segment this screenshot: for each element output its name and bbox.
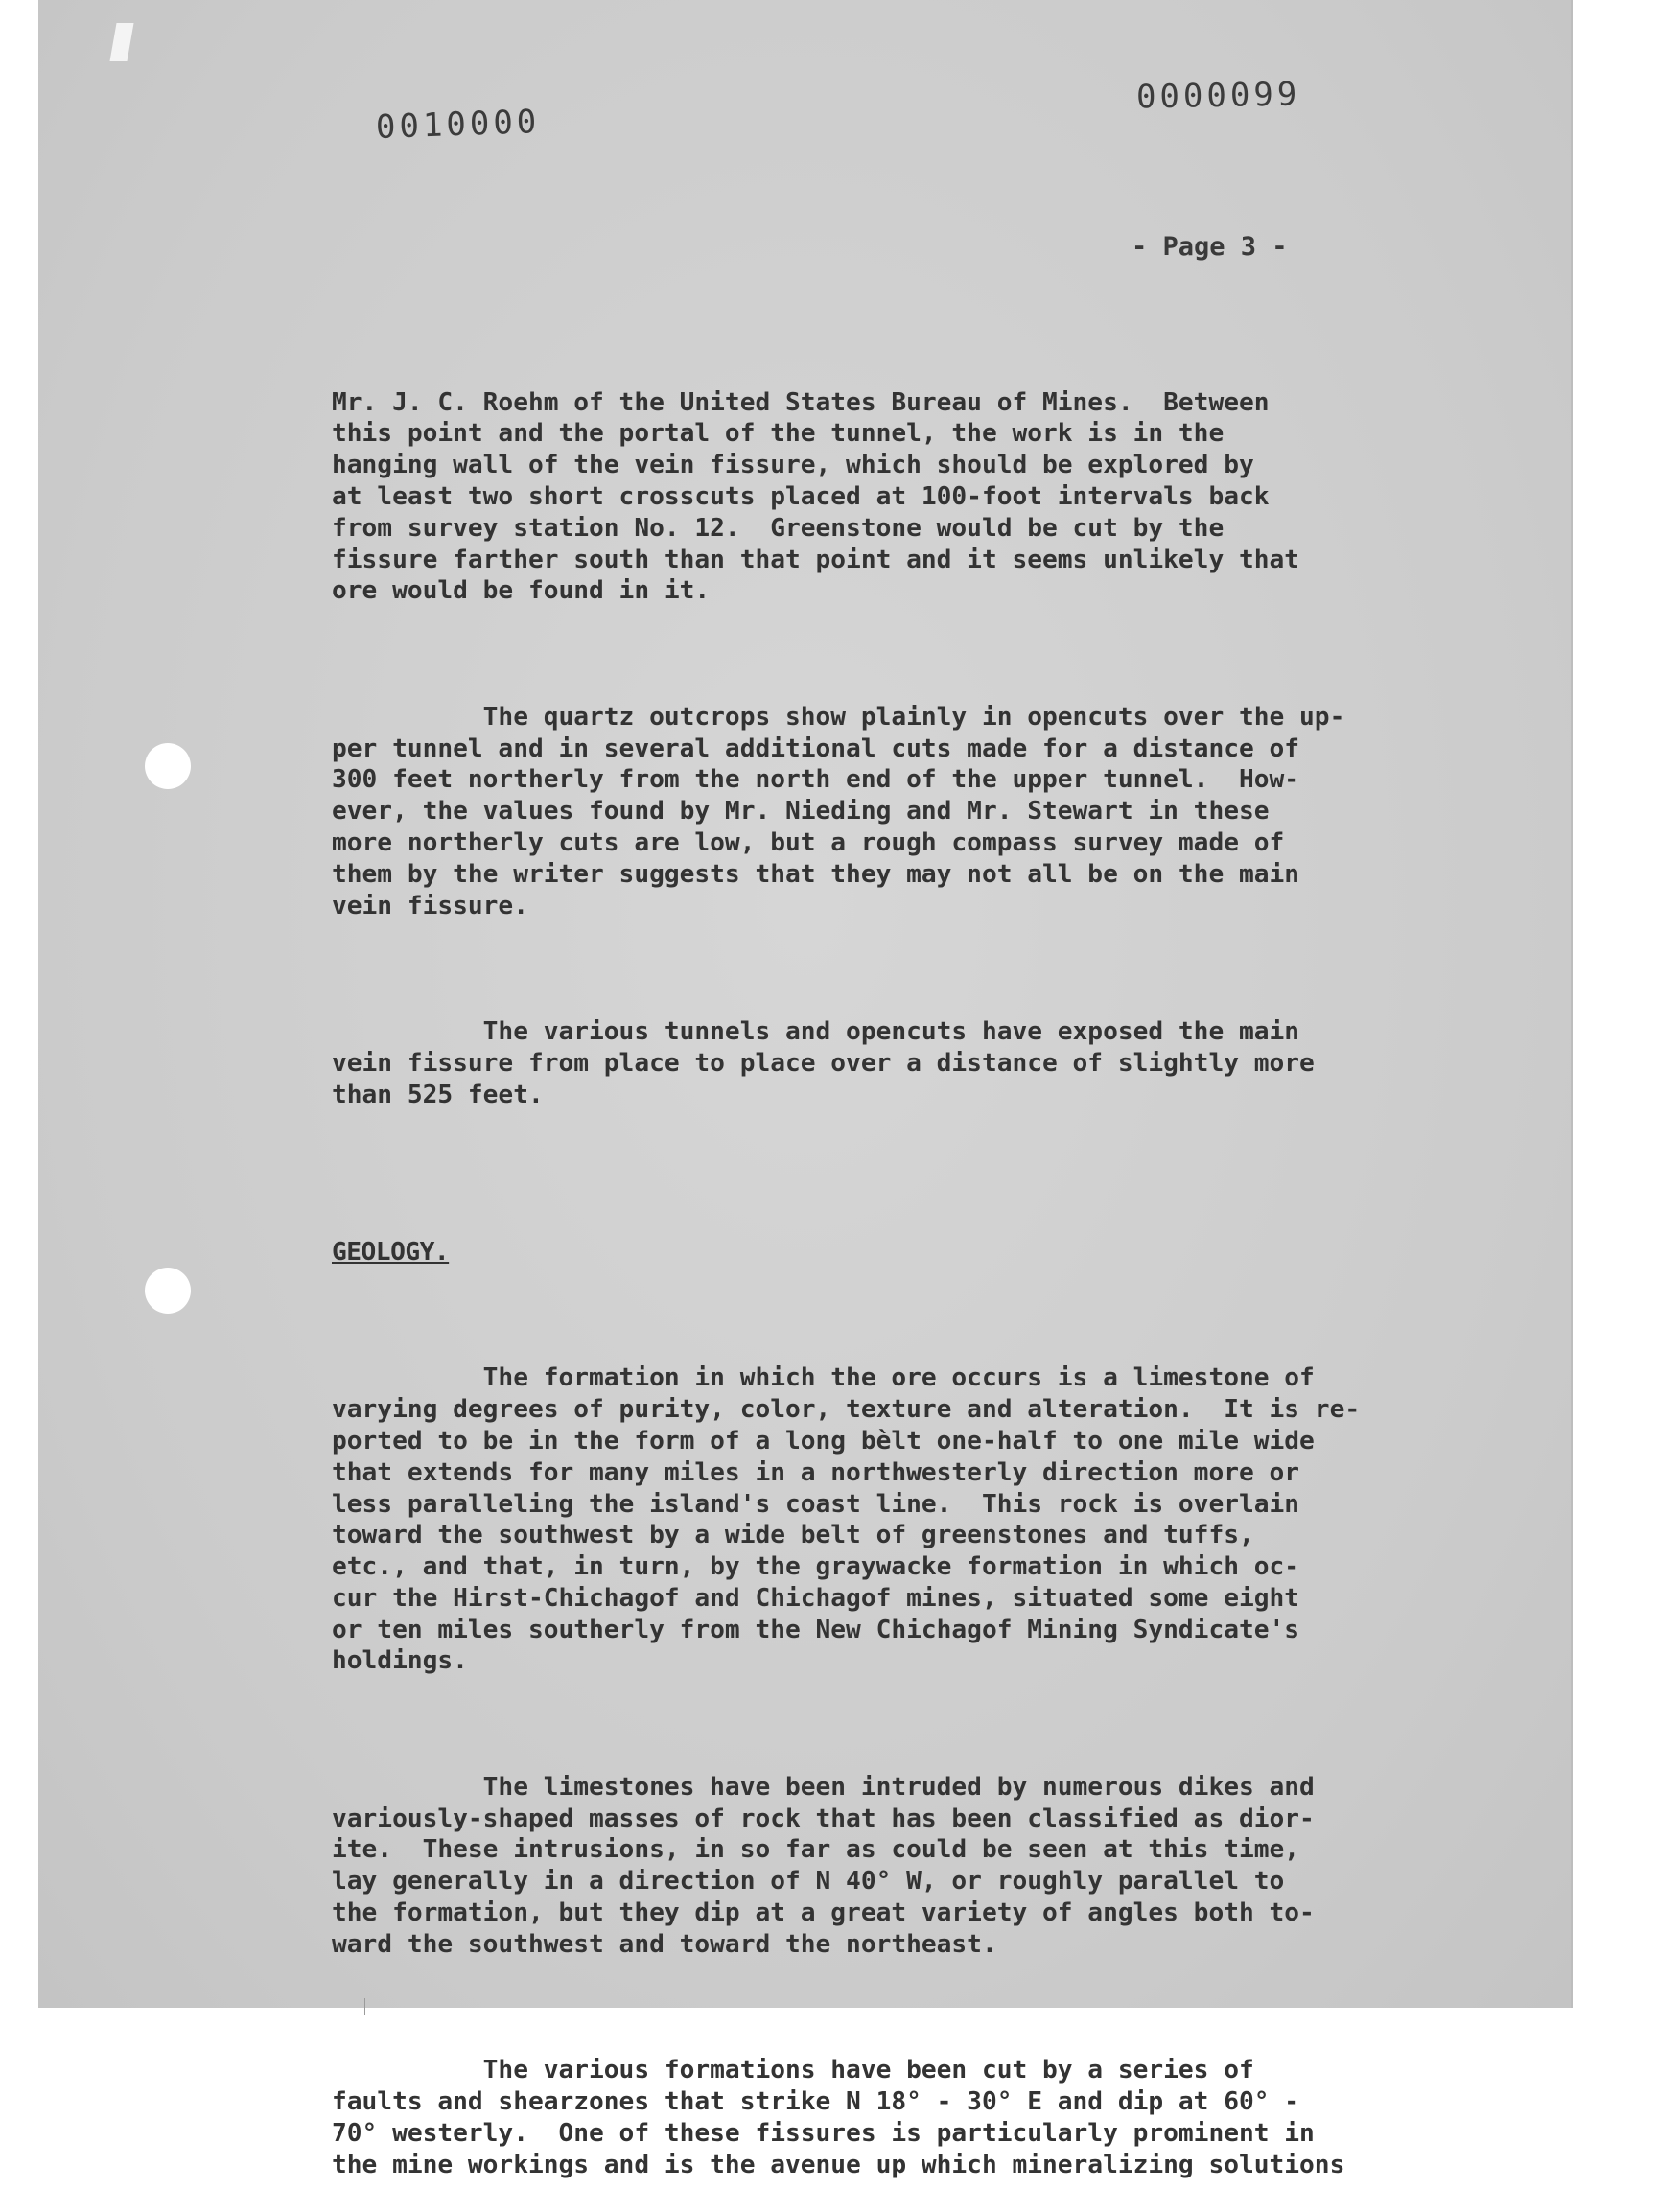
section-heading-geology: GEOLOGY. bbox=[332, 1237, 450, 1267]
page-number: - Page 3 - bbox=[1132, 232, 1288, 262]
document-body bbox=[332, 324, 1425, 2212]
scan-edge-mark bbox=[364, 1998, 365, 2015]
paragraph-roehm: Mr. J. C. Roehm of the United States Bureau of Mines. Between this point and the portal of the tunnel, the work is in the hanging wall of the vein fissure, which should be explored by at least two short crosscuts placed at 100-foot intervals back from survey station No. 12. Greenstone would be cut by the fissure farther south than that point and it seems unlikely that ore would be found in it. bbox=[332, 387, 1300, 606]
corner-tear-mark bbox=[109, 23, 133, 61]
paragraph-formation: The formation in which the ore occurs is a limestone of varying degrees of purity, color, texture and alteration. It is re- ported to be in the form of a long bèlt one-half to one mile wide that extends for many miles in a northwesterly direction more or less paralleling the island's coast line. This rock is overlain toward the southwest by a wide belt of greenstones and tuffs, etc., and that, in turn, by the graywacke formation in which oc- cur the Hirst-Chichagof and Chichagof mines, situated some eight or ten miles southerly from the New Chichagof Mining Syndicate's holdings. bbox=[332, 1363, 1361, 1676]
paragraph-tunnels-opencuts: The various tunnels and opencuts have exposed the main vein fissure from place to place over a distance of slightly more than 525 feet. bbox=[332, 1016, 1315, 1109]
binder-hole-bottom bbox=[145, 1268, 191, 1314]
document-stamp-right: 0000099 bbox=[1135, 75, 1301, 117]
paragraph-faults: The various formations have been cut by a series of faults and shearzones that strike N 18° - 30° E and dip at 60° - 70° westerly. One of these fissures is particularly prominent in the mine workings and is the avenue up which mineralizing solutions bbox=[332, 2056, 1345, 2179]
paragraph-quartz-outcrops: The quartz outcrops show plainly in opencuts over the up- per tunnel and in several additional cuts made for a distance of 300 feet northerly from the north end of the upper tunnel. How- ever, the values found by Mr. Nieding and Mr. Stewart in these more northerly cuts are low, but a rough compass survey made of them by the writer suggests that they may not all be on the main vein fissure. bbox=[332, 702, 1345, 920]
paragraph-limestones: The limestones have been intruded by numerous dikes and variously-shaped masses of rock that has been classified as dior- ite. These intrusions, in so far as could be seen at this time, lay generally in a direction of N 40° W, or roughly parallel to the formation, but they dip at a great variety of angles both to- ward the southwest and toward the northeast. bbox=[332, 1772, 1315, 1959]
document-stamp-left: 0010000 bbox=[375, 103, 541, 147]
binder-hole-top bbox=[145, 743, 191, 789]
